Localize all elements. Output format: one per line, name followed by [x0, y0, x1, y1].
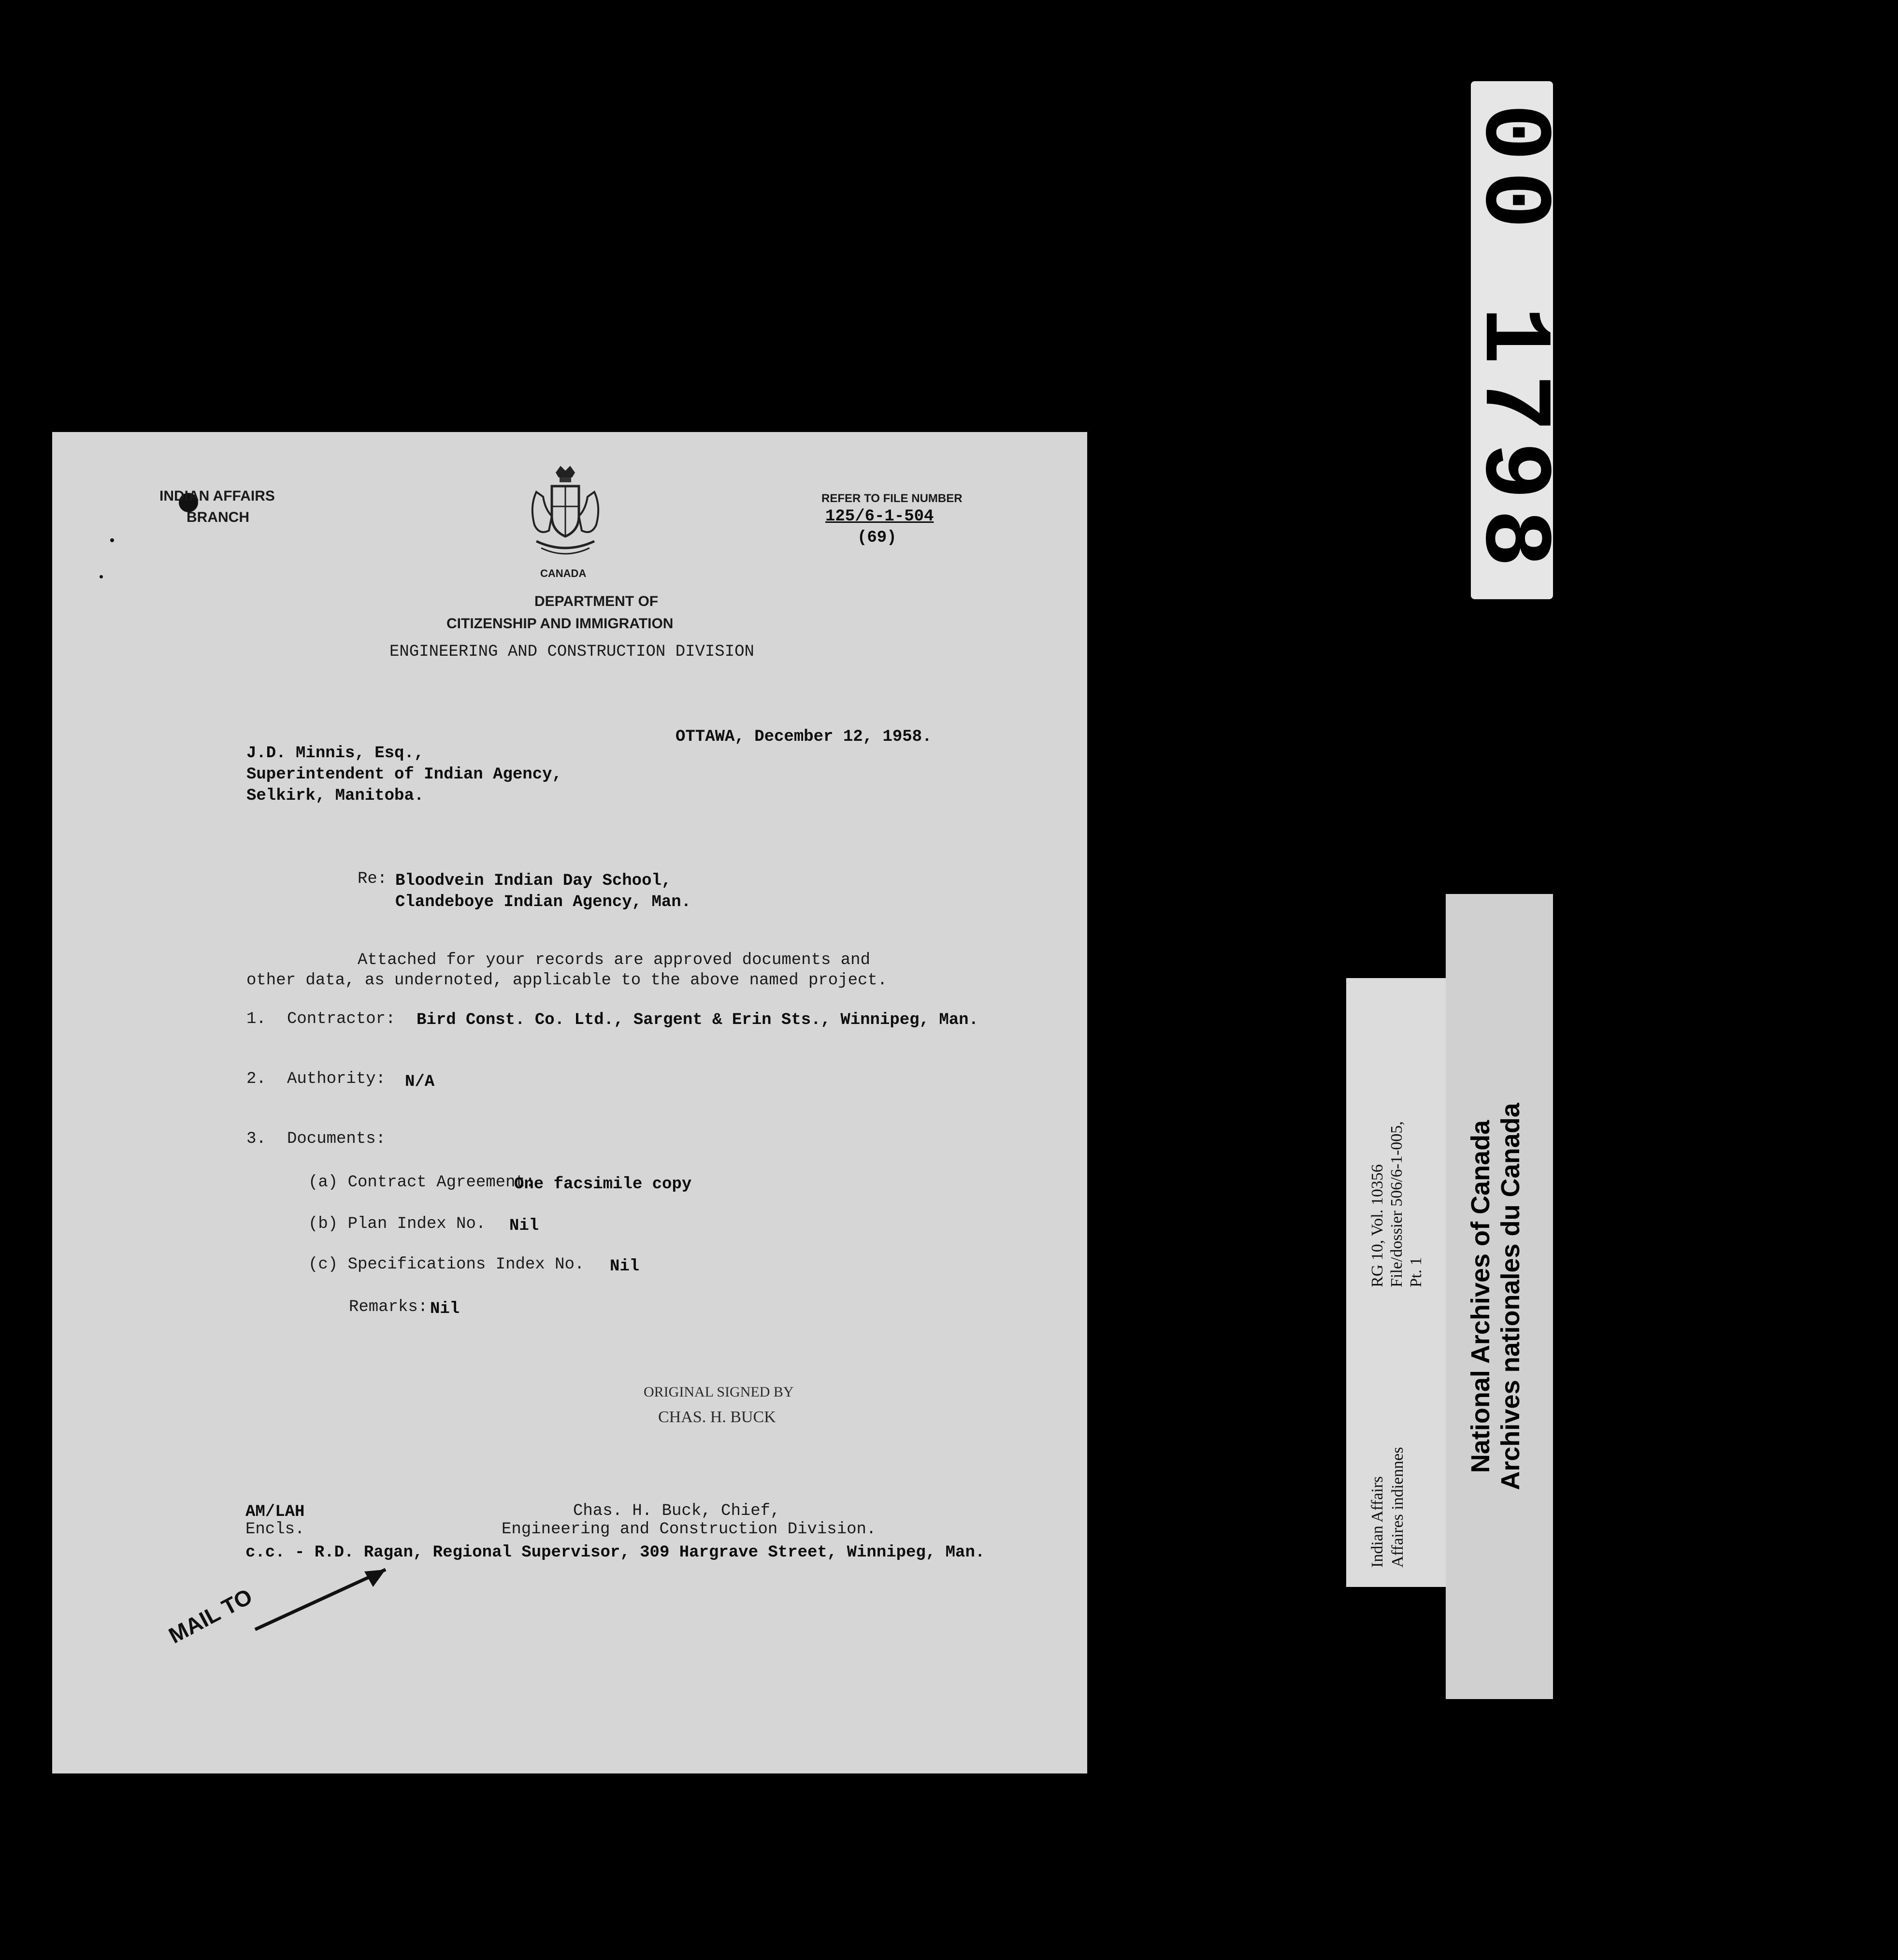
ink-speck — [100, 575, 103, 578]
label-line-3: RG 10, Vol. 10356 — [1368, 1164, 1386, 1287]
addressee-title: Superintendent of Indian Agency, — [246, 765, 562, 784]
carbon-copy-line: c.c. - R.D. Ragan, Regional Supervisor, 309 Hargrave Street, Winnipeg, Man. — [245, 1543, 985, 1562]
documents-label: Documents: — [287, 1130, 386, 1148]
doc-c-value: Nil — [610, 1257, 640, 1276]
letter-document — [52, 432, 1087, 1773]
label-line-4: File/dossier 506/6-1-005, — [1388, 1121, 1406, 1287]
national-archives-card — [1446, 894, 1553, 1699]
department-line-1: DEPARTMENT OF — [534, 593, 659, 609]
body-line-2: other data, as undernoted, applicable to the above named project. — [246, 971, 888, 990]
department-line-2: CITIZENSHIP AND IMMIGRATION — [446, 616, 674, 632]
re-line-2: Clandeboye Indian Agency, Man. — [395, 893, 691, 911]
authority-value: N/A — [405, 1073, 435, 1091]
branch-line-1: INDIAN AFFAIRS — [159, 488, 275, 504]
contractor-label: Contractor: — [287, 1010, 396, 1028]
contractor-value: Bird Const. Co. Ltd., Sargent & Erin Sts., Winnipeg, Man. — [417, 1011, 978, 1029]
signature-line-2: Engineering and Construction Division. — [502, 1520, 877, 1539]
item-1-number: 1. — [246, 1010, 266, 1028]
doc-b-value: Nil — [509, 1217, 539, 1235]
remarks-value: Nil — [430, 1300, 460, 1318]
doc-c-label: (c) Specifications Index No. — [308, 1255, 585, 1274]
addressee-name: J.D. Minnis, Esq., — [246, 744, 424, 763]
signature-line-1: Chas. H. Buck, Chief, — [573, 1502, 780, 1520]
item-3-number: 3. — [246, 1130, 266, 1148]
archive-label-card — [1346, 978, 1447, 1587]
film-frame-number-strip — [1457, 81, 1567, 599]
body-line-1: Attached for your records are approved documents and — [358, 951, 870, 969]
label-line-5: Pt. 1 — [1407, 1257, 1425, 1287]
typist-initials: AM/LAH — [245, 1503, 305, 1521]
doc-a-value: One facsimile copy — [514, 1175, 692, 1194]
remarks-label: Remarks: — [349, 1298, 428, 1316]
signed-by-name-stamp: CHAS. H. BUCK — [658, 1408, 776, 1426]
re-label: Re: — [358, 870, 388, 888]
archives-name-english: National Archives of Canada — [1466, 1120, 1495, 1473]
arrow-icon — [250, 1563, 395, 1635]
label-line-2: Affaires indiennes — [1389, 1447, 1407, 1568]
ink-speck — [110, 538, 114, 542]
doc-a-label: (a) Contract Agreement: — [308, 1173, 535, 1192]
place-date: OTTAWA, December 12, 1958. — [676, 728, 932, 746]
label-line-1: Indian Affairs — [1368, 1476, 1386, 1568]
archives-name-french: Archives nationales du Canada — [1496, 1103, 1525, 1490]
file-number-sub: (69) — [857, 529, 897, 547]
item-2-number: 2. — [246, 1070, 266, 1088]
re-line-1: Bloodvein Indian Day School, — [395, 872, 672, 890]
branch-line-2: BRANCH — [187, 509, 249, 525]
enclosures: Encls. — [245, 1520, 305, 1539]
canada-crest-icon — [522, 463, 609, 564]
authority-label: Authority: — [287, 1070, 386, 1088]
refer-file-label: REFER TO FILE NUMBER — [821, 492, 963, 505]
original-signed-stamp: ORIGINAL SIGNED BY — [644, 1384, 794, 1400]
doc-b-label: (b) Plan Index No. — [308, 1215, 486, 1233]
file-number: 125/6-1-504 — [825, 507, 934, 526]
handwritten-mail-to: MAIL TO — [164, 1583, 257, 1648]
film-frame-number: 00 1798 — [1457, 103, 1567, 577]
addressee-location: Selkirk, Manitoba. — [246, 787, 424, 805]
crest-caption: CANADA — [540, 567, 587, 579]
division-title: ENGINEERING AND CONSTRUCTION DIVISION — [389, 643, 754, 661]
